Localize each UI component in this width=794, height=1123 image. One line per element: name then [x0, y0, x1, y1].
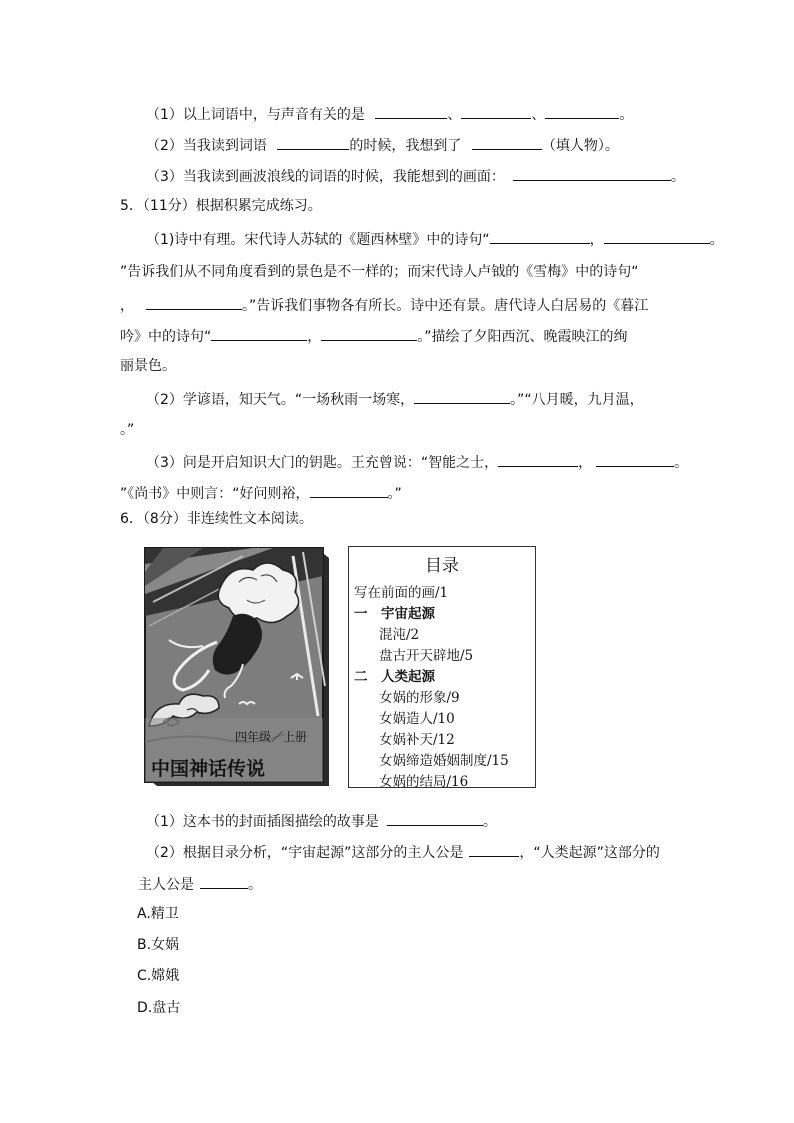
answer-blank[interactable]	[545, 104, 619, 119]
answer-blank[interactable]	[604, 229, 710, 244]
answer-blank[interactable]	[387, 811, 483, 826]
book-cover-title: 中国神话传说	[151, 758, 266, 780]
answer-blank[interactable]	[146, 295, 242, 310]
q5-p3-line1: （3）问是开启知识大门的钥匙。王充曾说：“智能之士， ， 。	[146, 452, 688, 472]
answer-blank[interactable]	[414, 389, 510, 404]
table-of-contents	[348, 546, 536, 788]
option-a[interactable]: A.精卫	[137, 906, 179, 922]
q5-header: 5．（11分）根据积累完成练习。	[120, 198, 322, 214]
toc-item: 女娲的形象/9	[379, 690, 460, 706]
book-cover	[143, 546, 333, 790]
q5-p2-line1: （2）学谚语，知天气。“一场秋雨一场寒， 。”“八月暖，九月温，	[146, 389, 644, 409]
toc-item: 女娲的结局/16	[379, 774, 469, 790]
q5-p3-line2: ”《尚书》中则言：“好问则裕， 。”	[120, 483, 402, 503]
q5-p1-line3: ， 。”告诉我们事物各有所长。诗中还有景。唐代诗人白居易的《暮江	[120, 295, 648, 315]
answer-blank[interactable]	[596, 452, 674, 467]
answer-blank[interactable]	[211, 326, 307, 341]
answer-blank[interactable]	[321, 326, 417, 341]
answer-blank[interactable]	[469, 842, 519, 857]
answer-blank[interactable]	[310, 483, 388, 498]
q4-sub1: （1）以上词语中，与声音有关的是 、 、 。	[146, 104, 633, 124]
answer-blank[interactable]	[375, 104, 447, 119]
q5-p1-line4: 吟》中的诗句“ ， 。”描绘了夕阳西沉、晚霞映江的绚	[120, 326, 628, 346]
q5-p1-line1: （1)诗中有理。宋代诗人苏轼的《题西林壁》中的诗句“ ， 。	[146, 229, 724, 249]
answer-blank[interactable]	[200, 874, 248, 889]
q6-sub1: （1）这本书的封面插图描绘的故事是 。	[146, 811, 497, 831]
book-cover-grade: 四年级／上册	[235, 730, 308, 744]
answer-blank[interactable]	[498, 452, 578, 467]
answer-blank[interactable]	[490, 229, 590, 244]
q6-header: 6．（8分）非连续性文本阅读。	[120, 511, 313, 527]
q6-sub2-line2: 主人公是 。	[138, 874, 262, 894]
option-c[interactable]: C.嫦娥	[137, 968, 180, 984]
option-d[interactable]: D.盘古	[137, 1000, 181, 1016]
q6-sub2-line1: （2）根据目录分析，“宇宙起源”这部分的主人公是 ，“人类起源”这部分的	[146, 842, 660, 862]
toc-title: 目录	[425, 556, 459, 576]
toc-section: 二 人类起源	[354, 669, 435, 685]
option-b[interactable]: B.女娲	[137, 937, 180, 953]
toc-item: 女娲缔造婚姻制度/15	[379, 753, 509, 769]
toc-item: 盘古开天辟地/5	[379, 648, 474, 664]
toc-section: 一 宇宙起源	[354, 606, 435, 622]
answer-blank[interactable]	[513, 166, 671, 181]
toc-item: 混沌/2	[379, 627, 420, 643]
toc-item: 女娲补天/12	[379, 732, 455, 748]
toc-item: 写在前面的画/1	[354, 585, 449, 601]
q4-sub3: （3）当我读到画波浪线的词语的时候，我能想到的画面： 。	[146, 166, 685, 186]
answer-blank[interactable]	[472, 135, 542, 150]
answer-blank[interactable]	[461, 104, 531, 119]
q5-p2-line2: 。”	[120, 422, 135, 438]
q5-p1-line5: 丽景色。	[120, 358, 176, 374]
toc-item: 女娲造人/10	[379, 711, 455, 727]
q5-p1-line2: ”告诉我们从不同角度看到的景色是不一样的；而宋代诗人卢钺的《雪梅》中的诗句“	[120, 264, 639, 280]
q4-sub2: （2）当我读到词语 的时候，我想到了 （填人物）。	[146, 135, 619, 155]
answer-blank[interactable]	[277, 135, 349, 150]
